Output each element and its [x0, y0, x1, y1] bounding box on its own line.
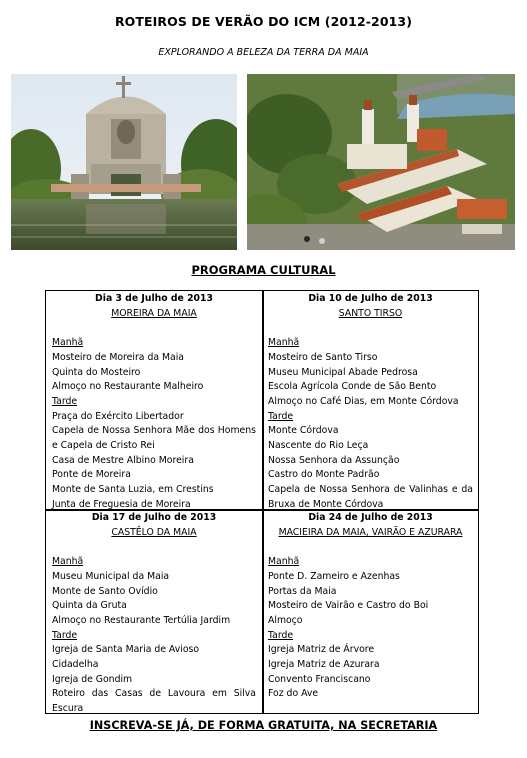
tour-date: Dia 17 de Julho de 2013 — [91, 512, 217, 523]
tour-date: Dia 3 de Julho de 2013 — [95, 293, 213, 304]
page-subtitle: EXPLORANDO A BELEZA DA TERRA DA MAIA — [158, 47, 369, 58]
list-item: Capela de Nossa Senhora de Valinhas e da Bruxa de Monte Córdova — [268, 484, 473, 510]
list-item: Portas da Maia — [268, 585, 337, 597]
monastery-aerial-photo — [247, 74, 515, 250]
list-item: Ponte de Moreira — [52, 469, 131, 481]
list-item: Ponte D. Zameiro e Azenhas — [268, 570, 400, 582]
list-item: Castro do Monte Padrão — [268, 469, 380, 481]
list-item: Almoço no Restaurante Tertúlia Jardim — [52, 614, 231, 626]
morning-label: Manhã — [268, 556, 300, 568]
tour-place: SANTO TIRSO — [338, 307, 403, 319]
list-item: Mosteiro de Santo Tirso — [268, 351, 378, 363]
tour-place: MACIEIRA DA MAIA, VAIRÃO E AZURARA — [278, 526, 463, 538]
tour-cell — [262, 291, 477, 510]
fountain-garden-photo — [11, 74, 237, 250]
list-item: Praça do Exército Libertador — [52, 410, 184, 422]
list-item: Almoço — [268, 614, 303, 626]
page-title: ROTEIROS DE VERÃO DO ICM (2012-2013) — [114, 14, 413, 29]
list-item: Quinta da Gruta — [52, 600, 127, 612]
list-item: Igreja de Gondim — [52, 673, 133, 685]
list-item: Escola Agrícola Conde de São Bento — [268, 381, 437, 393]
tour-date: Dia 24 de Julho de 2013 — [308, 512, 433, 523]
tour-cell — [46, 510, 262, 715]
list-item: Roteiro das Casas de Lavoura em Silva Escura — [52, 688, 256, 715]
registration-footer: INSCREVA-SE JÁ, DE FORMA GRATUITA, NA SECRETARIA — [89, 719, 438, 732]
morning-label: Manhã — [52, 556, 84, 568]
list-item: Mosteiro de Vairão e Castro do Boi — [268, 600, 429, 612]
schedule-table — [45, 290, 479, 714]
list-item: Museu Municipal Abade Pedrosa — [268, 366, 418, 378]
list-item: Igreja Matriz de Azurara — [268, 659, 380, 671]
list-item: Casa de Mestre Albino Moreira — [52, 454, 194, 466]
list-item: Convento Franciscano — [268, 673, 371, 685]
tour-place: MOREIRA DA MAIA — [111, 307, 197, 319]
list-item: Junta de Freguesia de Moreira — [52, 498, 191, 510]
list-item: Mosteiro de Moreira da Maia — [52, 351, 184, 363]
list-item: Foz do Ave — [268, 688, 319, 700]
list-item: Monte de Santa Luzia, em Crestins — [52, 484, 214, 496]
list-item: Capela de Nossa Senhora Mãe dos Homens e Capela de Cristo Rei — [52, 425, 256, 452]
list-item: Almoço no Café Dias, em Monte Córdova — [268, 395, 459, 407]
list-item: Nossa Senhora da Assunção — [268, 454, 400, 466]
list-item: Quinta do Mosteiro — [52, 366, 141, 378]
list-item: Nascente do Rio Leça — [268, 440, 369, 452]
afternoon-label: Tarde — [268, 629, 294, 641]
tour-cell — [46, 291, 262, 510]
list-item: Monte de Santo Ovídio — [52, 585, 158, 597]
list-item: Igreja Matriz de Árvore — [268, 644, 375, 656]
afternoon-label: Tarde — [52, 395, 78, 407]
list-item: Igreja de Santa Maria de Avioso — [52, 644, 200, 656]
tour-place: CASTÊLO DA MAIA — [111, 526, 197, 538]
afternoon-label: Tarde — [268, 410, 294, 422]
list-item: Almoço no Restaurante Malheiro — [52, 381, 204, 393]
tour-cell — [262, 510, 477, 712]
afternoon-label: Tarde — [52, 629, 78, 641]
list-item: Monte Córdova — [268, 425, 339, 437]
morning-label: Manhã — [52, 337, 84, 349]
list-item: Cidadelha — [52, 659, 99, 671]
morning-label: Manhã — [268, 337, 300, 349]
list-item: Museu Municipal da Maia — [52, 570, 170, 582]
tour-date: Dia 10 de Julho de 2013 — [308, 293, 433, 304]
program-title: PROGRAMA CULTURAL — [191, 263, 336, 277]
